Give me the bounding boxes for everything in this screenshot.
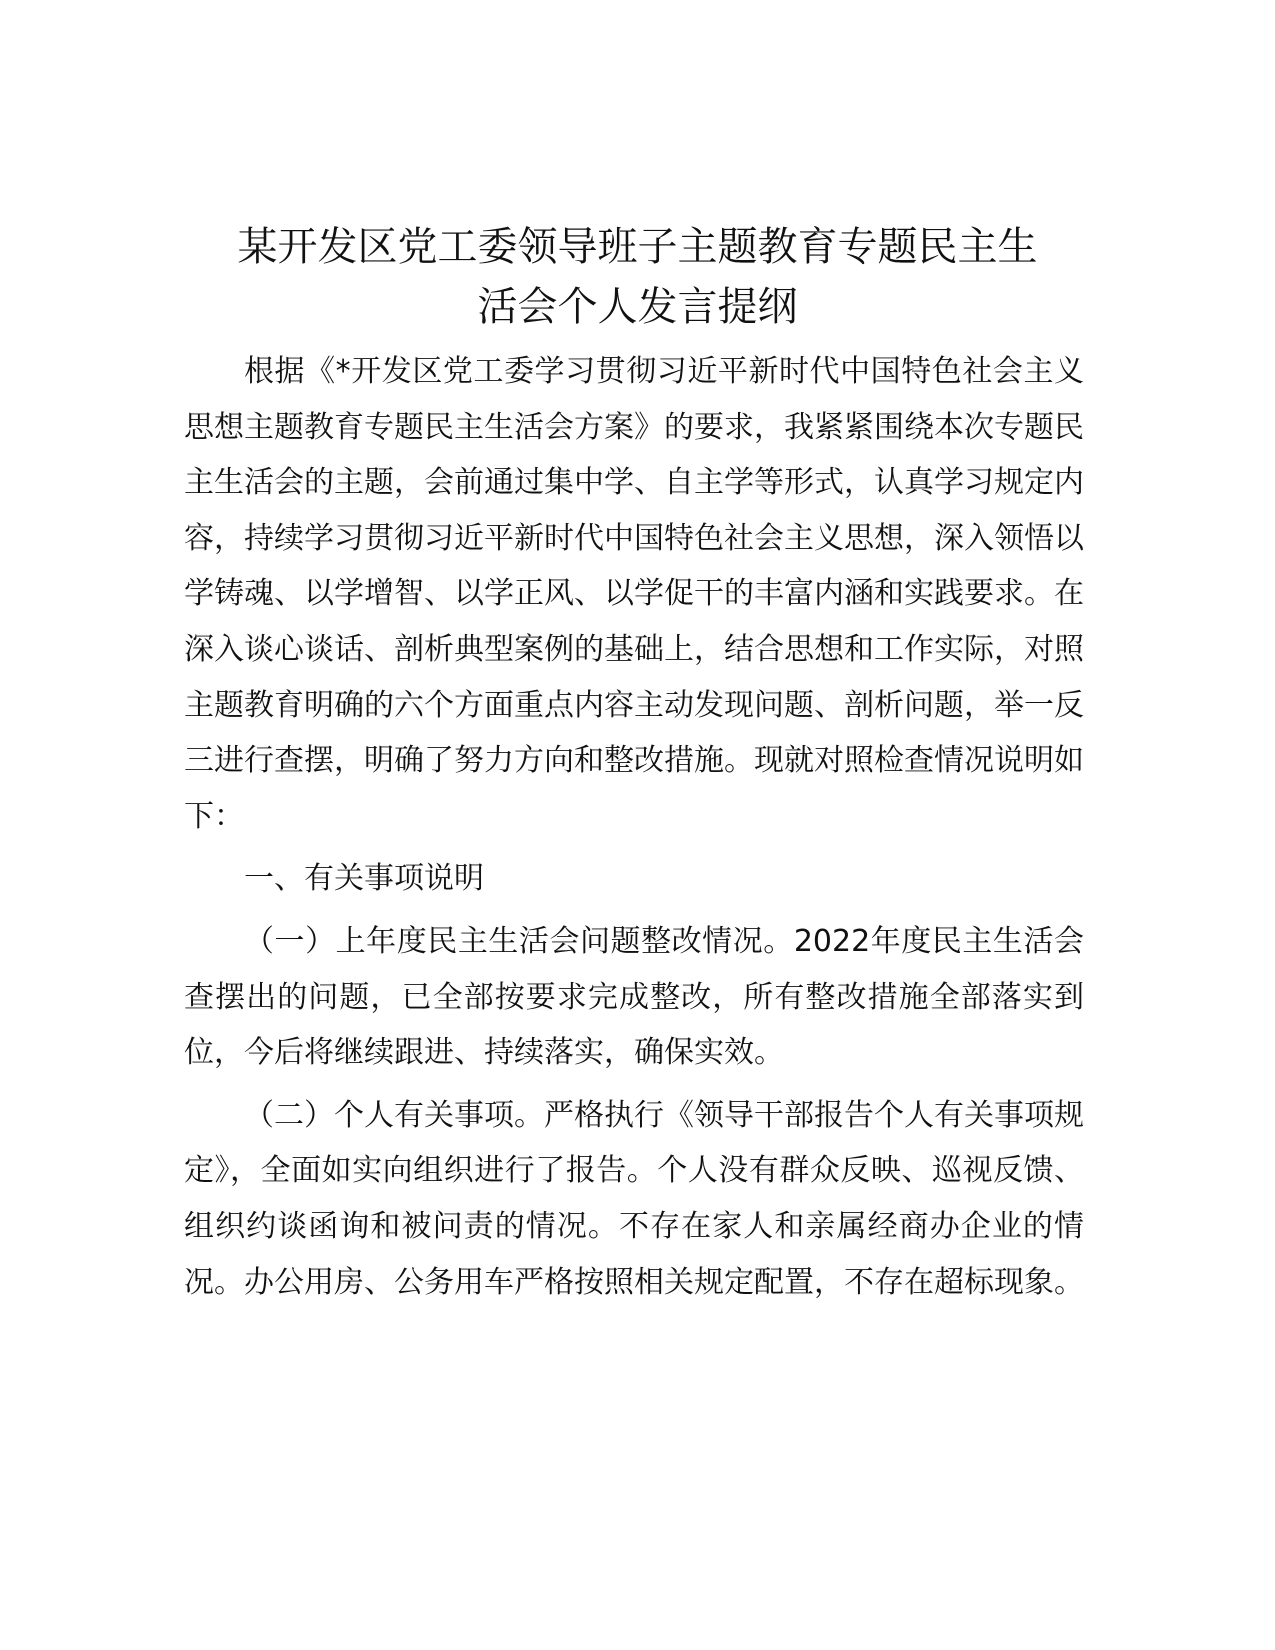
document-body	[184, 344, 1084, 1310]
document-title	[150, 217, 1125, 337]
section-heading-1: 一、有关事项说明	[244, 861, 484, 897]
title-line-2: 活会个人发言提纲	[477, 283, 798, 330]
subsection-1-paragraph: （一）上年度民主生活会问题整改情况。2022年度民主生活会查摆出的问题，已全部按要求完成整改，所有整改措施全部落实到位，今后将继续跟进、持续落实，确保实效。	[184, 923, 1084, 1071]
title-line-1: 某开发区党工委领导班子主题教育专题民主生	[237, 223, 1038, 270]
intro-paragraph: 根据《*开发区党工委学习贯彻习近平新时代中国特色社会主义思想主题教育专题民主生活会方案》的要求，我紧紧围绕本次专题民主生活会的主题，会前通过集中学、自主学等形式，认真学习规定内容，持续学习贯彻习近平新时代中国特色社会主义思想，深入领悟以学铸魂、以学增智、以学正风、以学促干的丰富内涵和实践要求。在深入谈心谈话、剖析典型案例的基础上，结合思想和工作实际，对照主题教育明确的六个方面重点内容主动发现问题、剖析问题，举一反三进行查摆，明确了努力方向和整改措施。现就对照检查情况说明如下：	[184, 354, 1084, 834]
subsection-2-paragraph: （二）个人有关事项。严格执行《领导干部报告个人有关事项规定》，全面如实向组织进行了报告。个人没有群众反映、巡视反馈、组织约谈函询和被问责的情况。不存在家人和亲属经商办企业的情况。办公用房、公务用车严格按照相关规定配置，不存在超标现象。	[184, 1097, 1084, 1300]
